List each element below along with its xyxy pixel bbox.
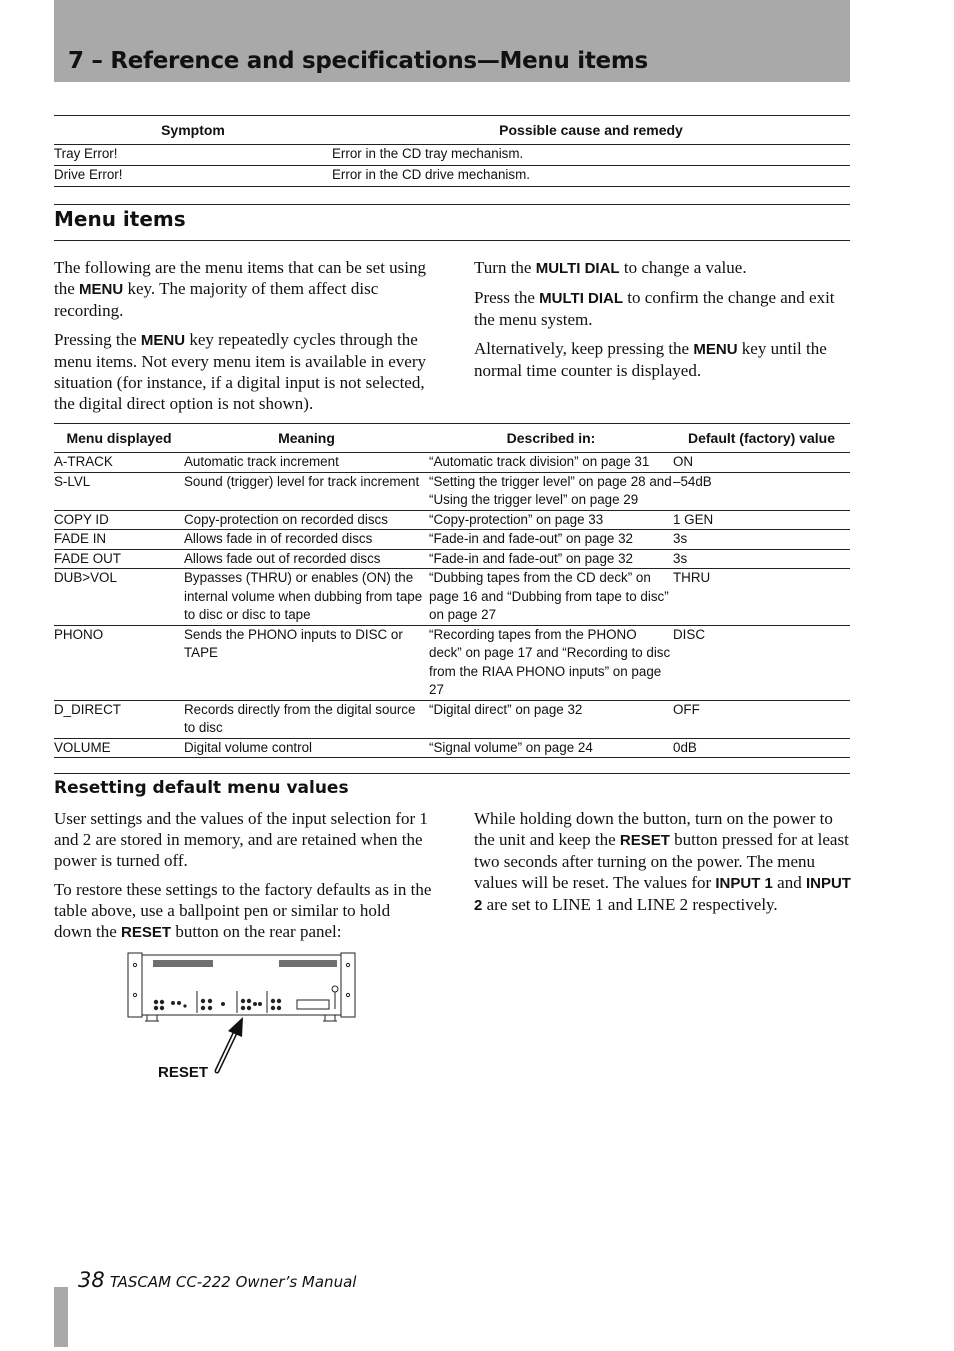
meaning-cell: Sends the PHONO inputs to DISC or TAPE [184, 626, 403, 660]
default-cell: DISC [673, 626, 705, 642]
header-bar [54, 0, 850, 82]
section-rule-bottom [54, 240, 850, 241]
symptom-table-header [54, 116, 850, 145]
menu-items-table [54, 423, 850, 758]
described-cell: “Recording tapes from the PHONO deck” on page 17 and “Recording to disc from the RIAA PHONO inputs” on page 27 [429, 626, 671, 697]
column-header-menu: Menu displayed [66, 430, 172, 446]
table-row [54, 453, 850, 473]
cause-cell: Error in the CD drive mechanism. [332, 167, 530, 182]
menu-cell: PHONO [54, 626, 104, 642]
default-cell: 0dB [673, 739, 697, 755]
meaning-cell: Allows fade in of recorded discs [184, 531, 373, 546]
subsection-rule [54, 773, 850, 774]
table-row [54, 700, 850, 738]
paragraph: While holding down the button, turn on the power to the unit and keep the RESET button pressed for at least two seconds after turning on the power. The menu values will be reset. The values for INPUT 1 and INPUT 2 are set to LINE 1 and LINE 2 respectively. [474, 809, 851, 914]
menu-intro-right-column [474, 257, 852, 389]
manual-title: TASCAM CC-222 Owner’s Manual [109, 1273, 357, 1291]
menu-intro-left-column [54, 257, 432, 422]
described-cell: “Signal volume” on page 24 [429, 739, 593, 755]
described-cell: “Fade-in and fade-out” on page 32 [429, 550, 633, 566]
paragraph: Alternatively, keep pressing the MENU key until the normal time counter is displayed. [474, 339, 827, 380]
described-cell: “Automatic track division” on page 31 [429, 454, 650, 469]
column-header-default: Default (factory) value [687, 430, 836, 446]
table-row [54, 510, 850, 530]
default-cell: –54dB [673, 473, 712, 489]
section-rule-top [54, 204, 850, 205]
table-row [54, 549, 850, 569]
symptom-table [54, 115, 850, 187]
default-cell: 3s [673, 550, 688, 566]
symptom-cell: Drive Error! [54, 167, 123, 182]
rear-panel-illustration [127, 951, 359, 1081]
paragraph: Pressing the MENU key repeatedly cycles through the menu items. Not every menu item is available in every situation (for instance, if a digital input is not selected, the digital direct option is not shown). [54, 330, 426, 413]
subsection-heading-reset: Resetting default menu values [54, 778, 349, 798]
meaning-cell: Automatic track increment [184, 454, 339, 469]
reset-right-column [474, 808, 852, 924]
column-header-cause: Possible cause and remedy [499, 122, 683, 138]
cause-cell: Error in the CD tray mechanism. [332, 146, 524, 161]
paragraph: Turn the MULTI DIAL to change a value. [474, 258, 747, 277]
table-row [54, 530, 850, 550]
menu-cell: S-LVL [54, 473, 91, 489]
column-header-described: Described in: [506, 430, 596, 446]
meaning-cell: Sound (trigger) level for track increment [184, 473, 420, 489]
column-header-meaning: Meaning [278, 430, 335, 446]
section-heading-menu-items: Menu items [54, 207, 186, 231]
menu-cell: VOLUME [54, 739, 111, 755]
paragraph: To restore these settings to the factory defaults as in the table above, use a ballpoint pen or similar to hold down the RESET button on the rear panel: [54, 880, 432, 941]
table-row [54, 166, 850, 187]
symptom-cell: Tray Error! [54, 146, 118, 161]
described-cell: “Fade-in and fade-out” on page 32 [429, 531, 633, 546]
meaning-cell: Allows fade out of recorded discs [184, 550, 381, 566]
paragraph: Press the MULTI DIAL to confirm the change and exit the menu system. [474, 288, 835, 329]
meaning-cell: Bypasses (THRU) or enables (ON) the internal volume when dubbing from tape to disc or disc to tape [184, 570, 423, 622]
table-row [54, 472, 850, 510]
page-footer [78, 1268, 356, 1292]
column-header-symptom: Symptom [161, 122, 225, 138]
default-cell: 3s [673, 531, 688, 546]
default-cell: OFF [673, 701, 700, 717]
menu-cell: A-TRACK [54, 454, 113, 469]
default-cell: THRU [673, 570, 711, 585]
described-cell: “Dubbing tapes from the CD deck” on page 16 and “Dubbing from tape to disc” on page 27 [429, 570, 669, 622]
menu-cell: FADE IN [54, 531, 107, 546]
default-cell: 1 GEN [673, 511, 714, 527]
page-number: 38 [78, 1268, 105, 1292]
reset-left-column [54, 808, 432, 951]
table-row [54, 738, 850, 758]
table-row [54, 625, 850, 700]
menu-cell: COPY ID [54, 511, 109, 527]
reset-figure-label: RESET [158, 1064, 209, 1081]
table-row [54, 145, 850, 166]
described-cell: “Copy-protection” on page 33 [429, 511, 604, 527]
menu-cell: D_DIRECT [54, 701, 121, 717]
paragraph: The following are the menu items that can be set using the MENU key. The majority of them affect disc recording. [54, 258, 427, 320]
menu-cell: DUB>VOL [54, 570, 117, 585]
described-cell: “Digital direct” on page 32 [429, 701, 583, 717]
described-cell: “Setting the trigger level” on page 28 and “Using the trigger level” on page 29 [429, 473, 672, 507]
meaning-cell: Digital volume control [184, 739, 313, 755]
arrow-icon [217, 1017, 243, 1071]
footer-bar [54, 1287, 68, 1347]
menu-cell: FADE OUT [54, 550, 121, 566]
menu-table-header [54, 424, 850, 453]
paragraph: User settings and the values of the input selection for 1 and 2 are stored in memory, and are retained when the power is turned off. [54, 809, 428, 870]
meaning-cell: Copy-protection on recorded discs [184, 511, 388, 527]
table-row [54, 569, 850, 626]
default-cell: ON [673, 454, 694, 469]
page-title: 7 – Reference and specifications—Menu items [68, 48, 648, 74]
meaning-cell: Records directly from the digital source to disc [184, 701, 416, 735]
